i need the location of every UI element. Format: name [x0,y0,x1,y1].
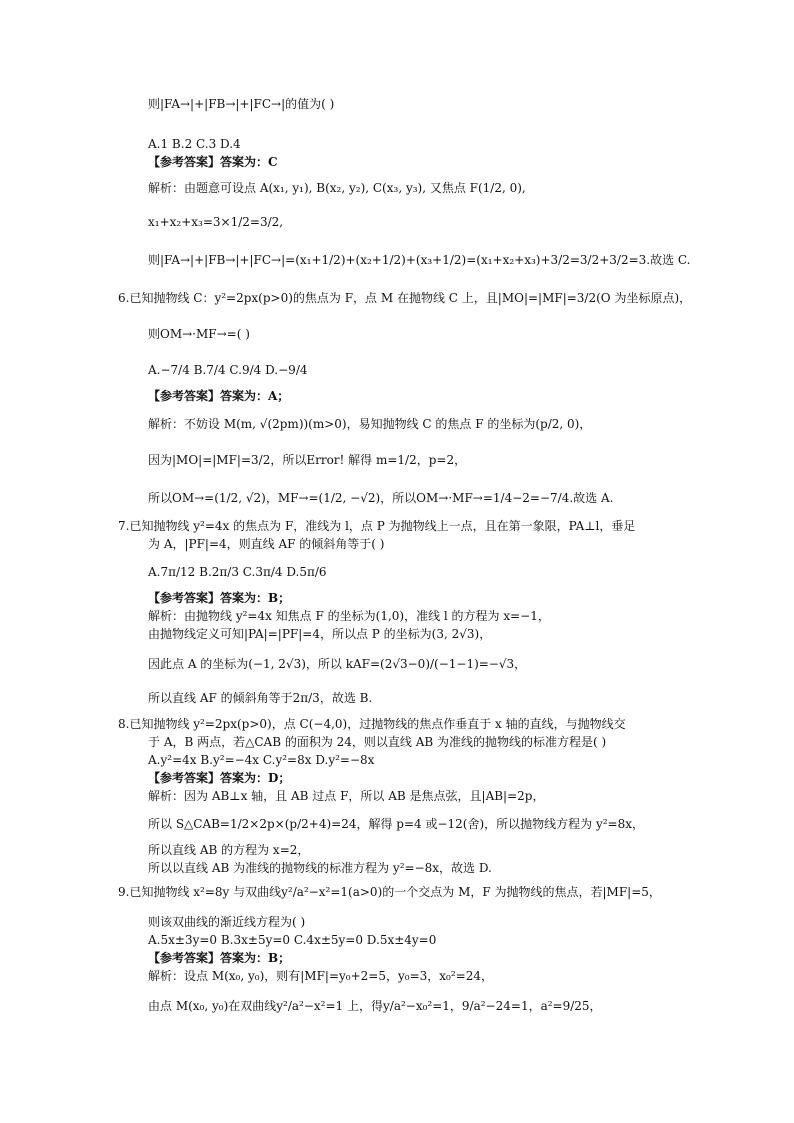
text-line: 于 A，B 两点，若△CAB 的面积为 24，则以直线 AB 为准线的抛物线的标准方程是( ) [148,735,607,749]
text-line: 因为|MO|=|MF|=3/2，所以Error! 解得 m=1/2，p=2， [148,453,467,467]
text-line: 7.已知抛物线 y²=4x 的焦点为 F，准线为 l，点 P 为抛物线上一点，且在第一象限，PA⊥l，垂足 [118,519,636,533]
text-line: 为 A，|PF|=4，则直线 AF 的倾斜角等于( ) [148,537,385,551]
text-line: 所以直线 AF 的倾斜角等于2π/3，故选 B. [148,691,373,705]
text-line: 则OM→·MF→=( ) [148,327,250,341]
text-line: 【参考答案】答案为：A； [148,389,290,403]
text-line: 由抛物线定义可知|PA|=|PF|=4，所以点 P 的坐标为(3, 2√3)， [148,627,492,641]
text-line: 则|FA→|+|FB→|+|FC→|=(x₁+1/2)+(x₂+1/2)+(x₃+1/2)=(x₁+x₂+x₃)+3/2=3/2+3/2=3.故选 C. [148,253,691,267]
text-line: 解析：由题意可设点 A(x₁, y₁), B(x₂, y₂), C(x₃, y₃), 又焦点 F(1/2, 0), [148,181,526,195]
text-line: 【参考答案】答案为：B； [148,951,291,965]
text-line: 所以OM→=(1/2, √2)，MF→=(1/2, −√2)，所以OM→·MF→=1/4−2=−7/4.故选 A. [148,491,614,505]
text-line: A.1 B.2 C.3 D.4 [148,137,241,151]
text-line: A.−7/4 B.7/4 C.9/4 D.−9/4 [148,363,308,377]
text-line: 6.已知抛物线 C：y²=2px(p>0)的焦点为 F，点 M 在抛物线 C 上，且|MO|=|MF|=3/2(O 为坐标原点)， [118,291,692,305]
text-line: 所以直线 AB 的方程为 x=2， [148,843,310,857]
text-line: 则|FA→|+|FB→|+|FC→|的值为( ) [148,97,335,111]
text-line: 【参考答案】答案为：C [148,155,278,169]
text-line: 【参考答案】答案为：B； [148,591,291,605]
text-line: A.5x±3y=0 B.3x±5y=0 C.4x±5y=0 D.5x±4y=0 [148,933,437,947]
text-line: 8.已知抛物线 y²=2px(p>0)，点 C(−4,0)，过抛物线的焦点作垂直于 x 轴的直线，与抛物线交 [118,717,626,731]
text-line: A.y²=4x B.y²=−4x C.y²=8x D.y²=−8x [148,753,375,767]
text-line: 所以以直线 AB 为准线的抛物线的标准方程为 y²=−8x，故选 D. [148,861,492,875]
text-line: 由点 M(x₀, y₀)在双曲线y²/a²−x²=1 上，得y/a²−x₀²=1，9/a²−24=1，a²=9/25， [148,999,602,1013]
text-line: 解析：不妨设 M(m, √(2pm))(m>0)，易知抛物线 C 的焦点 F 的坐标为(p/2, 0)， [148,417,592,431]
text-line: 所以 S△CAB=1/2×2p×(p/2+4)=24，解得 p=4 或−12(舍)，所以抛物线方程为 y²=8x， [148,817,645,831]
text-line: 解析：因为 AB⊥x 轴，且 AB 过点 F，所以 AB 是焦点弦，且|AB|=2p， [148,789,545,803]
text-line: 因此点 A 的坐标为(−1, 2√3)，所以 kAF=(2√3−0)/(−1−1)=−√3， [148,657,527,671]
text-line: 9.已知抛物线 x²=8y 与双曲线y²/a²−x²=1(a>0)的一个交点为 M，F 为抛物线的焦点，若|MF|=5， [118,885,661,899]
text-line: A.7π/12 B.2π/3 C.3π/4 D.5π/6 [148,565,327,579]
text-line: 【参考答案】答案为：D； [148,771,291,785]
text-line: 解析：由抛物线 y²=4x 知焦点 F 的坐标为(1,0)，准线 l 的方程为 x=−1， [148,609,550,623]
text-line: 则该双曲线的渐近线方程为( ) [148,915,306,929]
text-line: 解析：设点 M(x₀, y₀)，则有|MF|=y₀+2=5，y₀=3，x₀²=24， [148,969,493,983]
text-line: x₁+x₂+x₃=3×1/2=3/2, [148,215,284,229]
